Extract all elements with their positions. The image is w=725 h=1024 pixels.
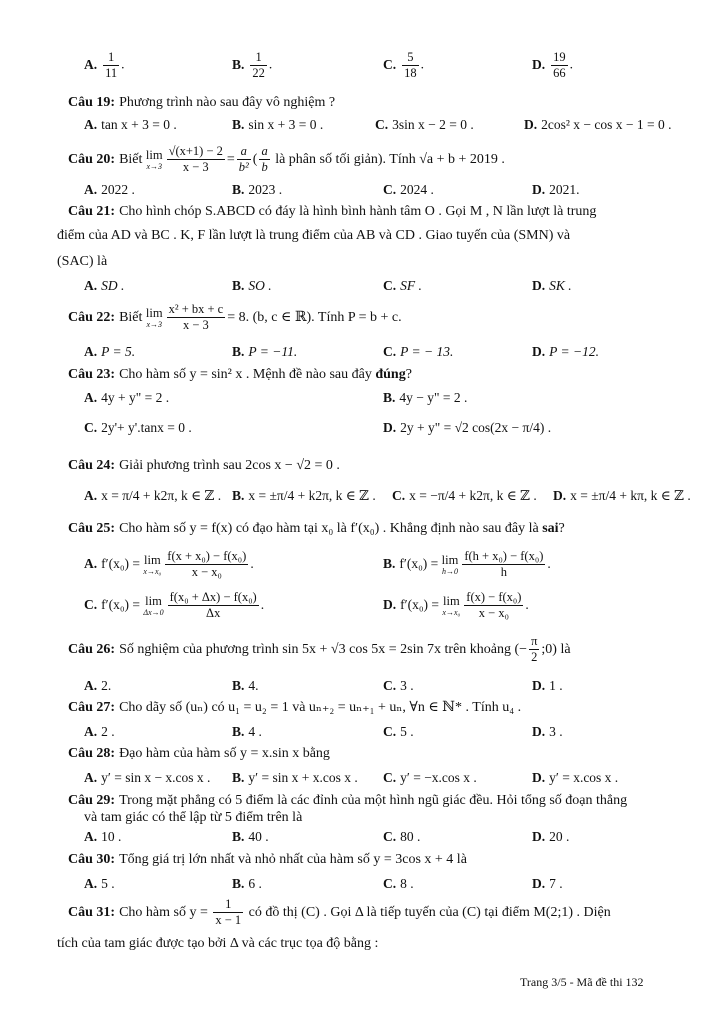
question-31: Câu 31: Cho hàm số y = $\frac{1}{x - 1}$ có đồ thị (C) . Gọi Δ là tiếp tuyến của (C) tại điểm M(2;1) . Diện	[68, 897, 611, 928]
q28-options: A. y′ = sin x − x.cos x . B. y′ = sin x + x.cos x . C. y′ = −x.cos x . D. y′ = x.cos x .	[84, 770, 619, 785]
question-22: Câu 22: Biết lim x→3 $\frac{\text{x² + bx + c}}{x - 3}$ = 8. (b, c ∈ ℝ). Tính P = b + c.	[68, 302, 402, 333]
q27-options: A. 2 . B. 4 . C. 5 . D. 3 .	[84, 724, 563, 739]
q24-options: A. x = π/4 + k2π, k ∈ ℤ . B. x = ±π/4 + k2π, k ∈ ℤ . C. x = −π/4 + k2π, k ∈ ℤ . D. x = ±π/4 + kπ, k ∈ ℤ .	[84, 488, 691, 503]
q29-options: A. 10 . B. 40 . C. 80 . D. 20 .	[84, 829, 570, 844]
page-footer: Trang 3/5 - Mã đề thi 132	[520, 975, 644, 989]
question-28: Câu 28: Đạo hàm của hàm số y = x.sin x bằng	[68, 746, 330, 761]
q18-options: A. $\frac{1}{11}$ . B. $\frac{1}{22}$ . C. $\frac{5}{18}$ . D. $\frac{19}{66}$ .	[84, 50, 573, 80]
question-29: Câu 29: Trong mặt phẳng có 5 điểm là các đỉnh của một hình ngũ giác đều. Hỏi tổng số đoạn thẳng	[68, 793, 628, 808]
question-26: Câu 26: Số nghiệm của phương trình sin 5x + √3 cos 5x = 2sin 7x trên khoảng (− $\frac{\pi}{2}$ ;0) là	[68, 634, 571, 665]
q23-options-ab: A. 4y + y" = 2 . B. 4y − y" = 2 .	[84, 390, 468, 405]
q19-options: A. tan x + 3 = 0 . B. sin x + 3 = 0 . C. 3sin x − 2 = 0 . D. 2cos² x − cos x − 1 = 0 .	[84, 117, 672, 132]
q25-options-ab: A. f′(x₀) = lim x→x₀ $\frac{\text{f(x + x₀) − f(x₀)}}{\text{x − x₀}}$ . B. f′(x₀) = lim h→0 $\frac{\text{f(h + x₀) − f(x₀)}}{h}$ .	[84, 549, 551, 580]
q26-options: A. 2. B. 4. C. 3 . D. 1 .	[84, 678, 563, 693]
question-20: Câu 20: Biết lim x→3 $\frac{√(x+1) - 2}{x - 3}$ = $\frac{a}{\text{b²}}$ ( $\frac{a}{b}$ là phân số tối giản). Tính √a + b + 2019 .	[68, 144, 505, 175]
question-30: Câu 30: Tổng giá trị lớn nhất và nhỏ nhất của hàm số y = 3cos x + 4 là	[68, 852, 467, 867]
q23-options-cd: C. 2y'+ y'.tanx = 0 . D. 2y + y" = √2 cos(2x − π/4) .	[84, 420, 552, 435]
question-27: Câu 27: Cho dãy số (uₙ) có u₁ = u₂ = 1 và uₙ₊₂ = uₙ₊₁ + uₙ, ∀n ∈ ℕ* . Tính u₄ .	[68, 700, 522, 715]
question-21-line2: điểm của AD và BC . K, F lần lượt là trung điểm của AB và CD . Giao tuyến của (SMN) và	[57, 228, 571, 243]
q20-options: A. 2022 . B. 2023 . C. 2024 . D. 2021.	[84, 182, 580, 197]
q25-options-cd: C. f′(x₀) = lim Δx→0 $\frac{\text{f(x₀ + Δx) − f(x₀)}}{\Delta x}$ . D. f′(x₀) = lim x→x₀ $\frac{\text{f(x) − f(x₀)}}{\text{x − x₀}}$ .	[84, 590, 529, 621]
question-24: Câu 24: Giải phương trình sau 2cos x − √2 = 0 .	[68, 458, 340, 473]
question-25: Câu 25: Cho hàm số y = f(x) có đạo hàm tại x₀ là f′(x₀) . Khẳng định nào sau đây là sai?	[68, 521, 565, 536]
question-21-line3: (SAC) là	[57, 254, 108, 269]
q22-options: A. P = 5. B. P = −11. C. P = − 13. D. P = −12.	[84, 344, 599, 359]
q21-options: A. SD . B. SO . C. SF . D. SK .	[84, 278, 572, 293]
question-19: Câu 19: Phương trình nào sau đây vô nghiệm ?	[68, 95, 336, 110]
question-21: Câu 21: Cho hình chóp S.ABCD có đáy là hình bình hành tâm O . Gọi M , N lần lượt là trung	[68, 204, 597, 219]
q30-options: A. 5 . B. 6 . C. 8 . D. 7 .	[84, 876, 563, 891]
question-23: Câu 23: Cho hàm số y = sin² x . Mệnh đề nào sau đây đúng?	[68, 367, 412, 382]
question-29-line2: và tam giác có thể lập từ 5 điểm trên là	[84, 810, 303, 825]
question-31-line2: tích của tam giác được tạo bởi Δ và các trục tọa độ bằng :	[57, 936, 379, 951]
